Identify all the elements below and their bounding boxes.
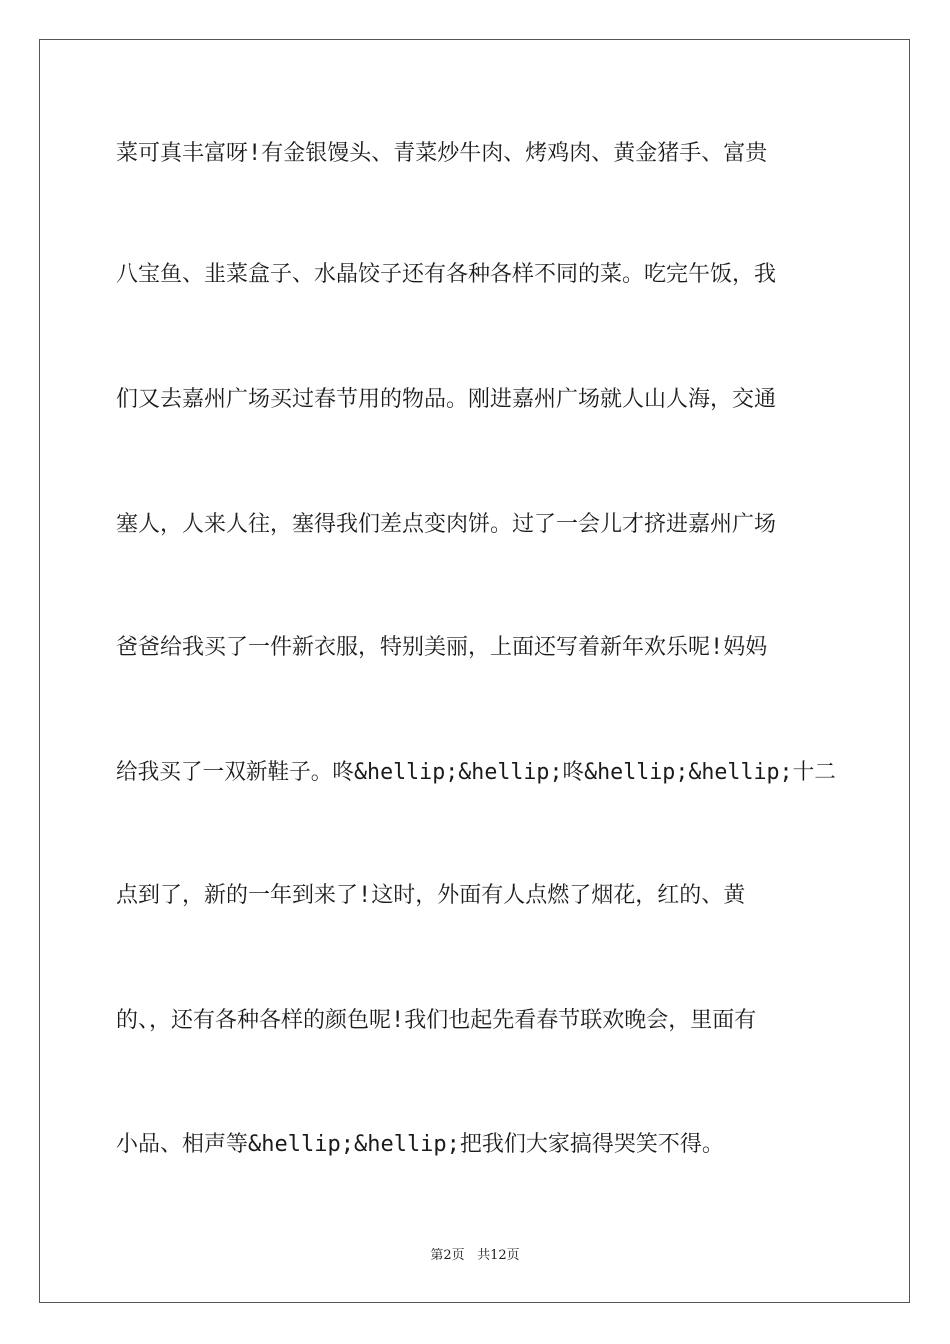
text-line-7: 点到了，新的一年到来了!这时，外面有人点燃了烟花，红的、黄 — [116, 883, 746, 908]
text-line-6: 给我买了一双新鞋子。咚&hellip;&hellip;咚&hellip;&hellip;十二 — [116, 760, 836, 785]
text-line-5: 爸爸给我买了一件新衣服，特别美丽，上面还写着新年欢乐呢!妈妈 — [116, 635, 768, 660]
text-line-3: 们又去嘉州广场买过春节用的物品。刚进嘉州广场就人山人海，交通 — [116, 387, 777, 412]
text-line-1: 菜可真丰富呀!有金银馒头、青菜炒牛肉、烤鸡肉、黄金猪手、富贵 — [116, 141, 768, 166]
text-line-2: 八宝鱼、韭菜盒子、水晶饺子还有各种各样不同的菜。吃完午饭，我 — [116, 262, 777, 287]
text-line-9: 小品、相声等&hellip;&hellip;把我们大家搞得哭笑不得。 — [116, 1132, 724, 1157]
page-footer — [0, 1244, 950, 1263]
page-border — [39, 39, 910, 1303]
page-number: 第2页 — [430, 1248, 465, 1263]
page-total: 共12页 — [477, 1248, 520, 1263]
text-line-4: 塞人，人来人往，塞得我们差点变肉饼。过了一会儿才挤进嘉州广场 — [116, 512, 777, 537]
text-line-8: 的、，还有各种各样的颜色呢!我们也起先看春节联欢晚会，里面有 — [116, 1008, 757, 1033]
